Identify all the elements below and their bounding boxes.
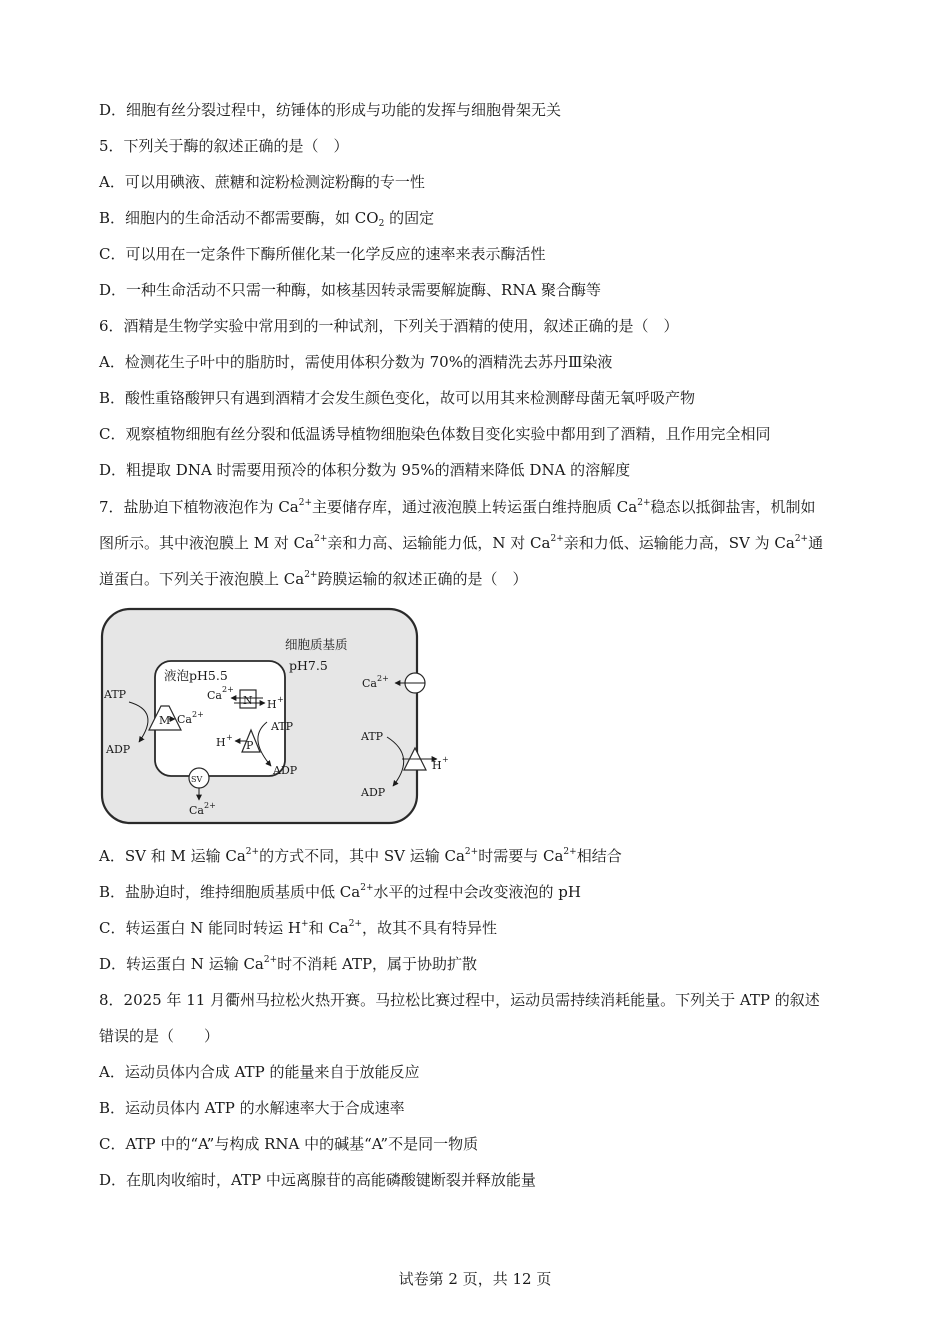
sv-channel	[189, 768, 209, 788]
svg-text:SV: SV	[191, 775, 203, 784]
svg-text:H: H	[267, 698, 277, 711]
svg-text:Ca: Ca	[189, 804, 204, 817]
svg-text:Ca: Ca	[362, 677, 377, 690]
h-label-membrane	[432, 755, 449, 772]
question-7-option-d: D．转运蛋白 N 运输 $Ca^{2+}$时不消耗 ATP，属于协助扩散	[99, 955, 478, 973]
vacuole-transport-diagram	[99, 606, 449, 828]
question-7-stem-line-2: 图所示。其中液泡膜上 M 对 $Ca^{2+}$亲和力高、运输能力低，N 对 $Ca^{2+}$亲和力低、运输能力高，SV 为 $Ca^{2+}$通	[99, 534, 824, 552]
vacuole-label: 液泡pH5.5	[164, 668, 228, 683]
svg-text:2+: 2+	[377, 674, 389, 683]
cytoplasm-ph: pH7.5	[289, 658, 328, 673]
question-8-stem-line-2: 错误的是（ ）	[99, 1027, 220, 1045]
svg-text:H: H	[432, 759, 442, 772]
question-7-option-a: A．SV 和 M 运输 $Ca^{2+}$的方式不同，其中 SV 运输 $Ca^{2+}$时需要与 $Ca^{2+}$相结合	[99, 847, 622, 865]
question-7-option-c: C．转运蛋白 N 能同时转运 H+和 $Ca^{2+}$，故其不具有特异性	[99, 919, 498, 937]
svg-text:H: H	[216, 736, 226, 749]
svg-text:2+: 2+	[222, 685, 234, 694]
adp-label-p: ADP	[273, 764, 298, 777]
atp-label-p: ATP	[271, 720, 294, 733]
atp-label-membrane: ATP	[361, 730, 384, 743]
atp-label-m: ATP	[104, 688, 127, 701]
question-8-option-c: C．ATP 中的“A”与构成 RNA 中的碱基“A”不是同一物质	[99, 1135, 479, 1153]
svg-text:+: +	[226, 733, 233, 742]
question-4-option-d: D．细胞有丝分裂过程中，纺锤体的形成与功能的发挥与细胞骨架无关	[99, 101, 562, 119]
question-5-option-d: D．一种生命活动不只需一种酶，如核基因转录需要解旋酶、RNA 聚合酶等	[99, 281, 602, 299]
question-8-option-b: B．运动员体内 ATP 的水解速率大于合成速率	[99, 1099, 405, 1117]
question-7-stem-line-1: 7．盐胁迫下植物液泡作为 $Ca^{2+}$主要储存库，通过液泡膜上转运蛋白维持胞质 $Ca^{2+}$稳态以抵御盐害，机制如	[99, 498, 816, 516]
svg-text:2+: 2+	[192, 710, 204, 719]
svg-text:+: +	[442, 755, 449, 764]
cytoplasm-label: 细胞质基质	[285, 637, 348, 652]
n-transporter	[240, 690, 256, 708]
question-5-stem: 5．下列关于酶的叙述正确的是（ ）	[99, 137, 349, 155]
question-6-option-a: A．检测花生子叶中的脂肪时，需使用体积分数为 70%的酒精洗去苏丹Ⅲ染液	[99, 353, 613, 371]
question-8-stem-line-1: 8．2025 年 11 月衢州马拉松火热开赛。马拉松比赛过程中，运动员需持续消耗能量。下列关于 ATP 的叙述	[99, 991, 820, 1009]
svg-text:N: N	[243, 694, 253, 707]
svg-text:+: +	[277, 695, 284, 704]
question-6-stem: 6．酒精是生物学实验中常用到的一种试剂，下列关于酒精的使用，叙述正确的是（ ）	[99, 317, 679, 335]
question-7-option-b: B．盐胁迫时，维持细胞质基质中低 $Ca^{2+}$水平的过程中会改变液泡的 pH	[99, 883, 581, 901]
question-6-option-d: D．粗提取 DNA 时需要用预冷的体积分数为 95%的酒精来降低 DNA 的溶解度	[99, 461, 631, 479]
svg-text:Ca: Ca	[177, 713, 192, 726]
svg-text:M: M	[159, 714, 171, 727]
adp-label-membrane: ADP	[361, 786, 386, 799]
svg-text:2+: 2+	[204, 801, 216, 810]
question-7-stem-line-3: 道蛋白。下列关于液泡膜上 $Ca^{2+}$跨膜运输的叙述正确的是（ ）	[99, 570, 528, 588]
svg-text:Ca: Ca	[207, 689, 222, 702]
question-8-option-a: A．运动员体内合成 ATP 的能量来自于放能反应	[99, 1063, 420, 1081]
page-footer: 试卷第 2 页，共 12 页	[398, 1270, 552, 1288]
question-5-option-a: A．可以用碘液、蔗糖和淀粉检测淀粉酶的专一性	[99, 173, 425, 191]
question-6-option-b: B．酸性重铬酸钾只有遇到酒精才会发生颜色变化，故可以用其来检测酵母菌无氧呼吸产物	[99, 389, 696, 407]
adp-label-m: ADP	[106, 743, 131, 756]
svg-text:P: P	[246, 739, 254, 752]
question-8-option-d: D．在肌肉收缩时，ATP 中远离腺苷的高能磷酸键断裂并释放能量	[99, 1171, 536, 1189]
question-5-option-c: C．可以用在一定条件下酶所催化某一化学反应的速率来表示酶活性	[99, 245, 546, 263]
question-6-option-c: C．观察植物细胞有丝分裂和低温诱导植物细胞染色体数目变化实验中都用到了酒精，且作用完全相同	[99, 425, 771, 443]
question-5-option-b: B．细胞内的生命活动不都需要酶，如 $CO_2$ 的固定	[99, 209, 435, 229]
